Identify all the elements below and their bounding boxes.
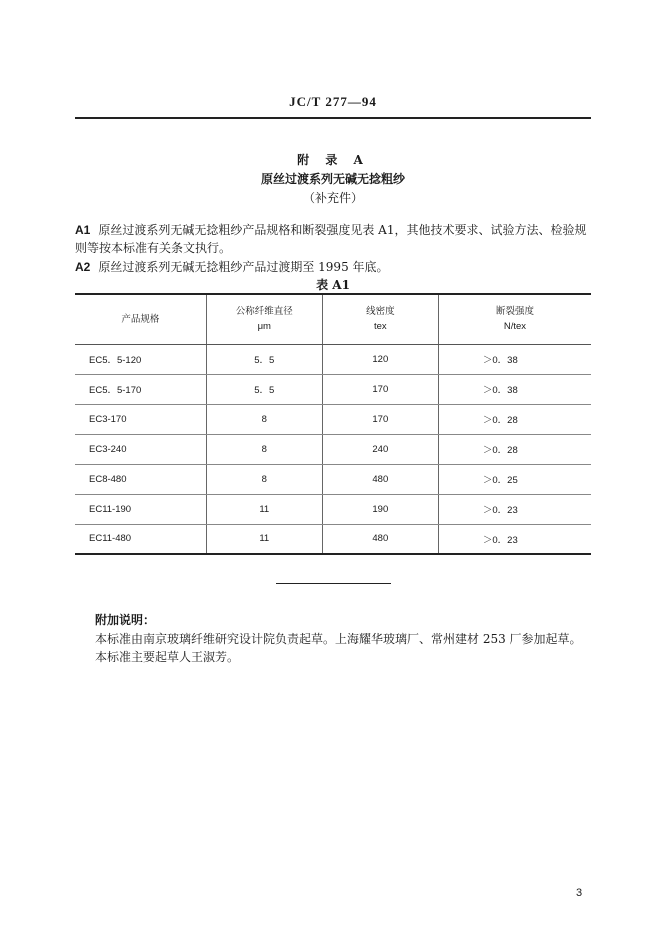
additional-note-line: 本标准主要起草人王淑芳。 — [95, 650, 240, 664]
clause-a1 — [75, 221, 595, 257]
table-row — [75, 524, 591, 554]
header-unit: μm — [257, 321, 271, 333]
header-label: 断裂强度 — [495, 306, 534, 318]
annex-title: 附 录 A — [297, 153, 369, 167]
header-product-spec — [75, 294, 206, 344]
table-caption: 表 A1 — [316, 278, 350, 292]
cell-product-spec: EC8-480 — [75, 464, 206, 494]
cell-fiber-diameter: 11 — [206, 494, 322, 524]
cell-linear-density: 190 — [322, 494, 438, 524]
additional-notes-title: 附加说明： — [95, 613, 156, 627]
clause-number: A1 — [75, 223, 91, 237]
table-row — [75, 494, 591, 524]
standard-code: JC/T 277—94 — [289, 94, 377, 109]
header-label: 产品规格 — [121, 313, 160, 325]
cell-breaking-strength: ＞0．25 — [438, 464, 591, 494]
table-row — [75, 404, 591, 434]
cell-fiber-diameter: 5．5 — [206, 344, 322, 374]
cell-fiber-diameter: 8 — [206, 404, 322, 434]
header-linear-density — [322, 294, 438, 344]
clause-text: 原丝过渡系列无碱无捻粗纱产品规格和断裂强度见表 A1，其他技术要求、试验方法、检验规则等按本标准有关条文执行。 — [75, 223, 587, 255]
cell-product-spec: EC5．5-120 — [75, 344, 206, 374]
cell-breaking-strength: ＞0．38 — [438, 374, 591, 404]
clause-text: 原丝过渡系列无碱无捻粗纱产品过渡期至 1995 年底。 — [98, 260, 389, 274]
cell-breaking-strength: ＞0．23 — [438, 524, 591, 554]
clause-number: A2 — [75, 260, 91, 274]
cell-linear-density: 170 — [322, 374, 438, 404]
header-rule — [75, 117, 591, 119]
table-row — [75, 434, 591, 464]
header-unit: N/tex — [503, 321, 527, 333]
cell-product-spec: EC11-480 — [75, 524, 206, 554]
cell-breaking-strength: ＞0．28 — [438, 404, 591, 434]
table-row — [75, 464, 591, 494]
annex-subtitle: 原丝过渡系列无碱无捻粗纱 — [260, 172, 405, 186]
cell-product-spec: EC3-170 — [75, 404, 206, 434]
table-row — [75, 344, 591, 374]
spec-table — [75, 293, 591, 555]
header-label: 线密度 — [366, 306, 395, 318]
cell-fiber-diameter: 11 — [206, 524, 322, 554]
annex-note: （补充件） — [302, 191, 363, 205]
header-label: 公称纤维直径 — [235, 306, 293, 318]
cell-fiber-diameter: 8 — [206, 464, 322, 494]
cell-linear-density: 170 — [322, 404, 438, 434]
additional-note-line: 本标准由南京玻璃纤维研究设计院负责起草。上海耀华玻璃厂、常州建材 253 厂参加起草。 — [95, 632, 582, 646]
clause-a2 — [75, 258, 595, 276]
header-breaking-strength — [438, 294, 591, 344]
table-header-row — [75, 294, 591, 344]
cell-product-spec: EC5．5-170 — [75, 374, 206, 404]
cell-linear-density: 480 — [322, 464, 438, 494]
section-divider — [276, 583, 391, 584]
cell-fiber-diameter: 8 — [206, 434, 322, 464]
header-unit: tex — [373, 321, 387, 333]
cell-breaking-strength: ＞0．38 — [438, 344, 591, 374]
cell-breaking-strength: ＞0．28 — [438, 434, 591, 464]
cell-breaking-strength: ＞0．23 — [438, 494, 591, 524]
cell-product-spec: EC3-240 — [75, 434, 206, 464]
cell-linear-density: 120 — [322, 344, 438, 374]
cell-fiber-diameter: 5．5 — [206, 374, 322, 404]
page-number: 3 — [576, 887, 583, 899]
cell-linear-density: 480 — [322, 524, 438, 554]
cell-product-spec: EC11-190 — [75, 494, 206, 524]
table-row — [75, 374, 591, 404]
cell-linear-density: 240 — [322, 434, 438, 464]
header-fiber-diameter — [206, 294, 322, 344]
